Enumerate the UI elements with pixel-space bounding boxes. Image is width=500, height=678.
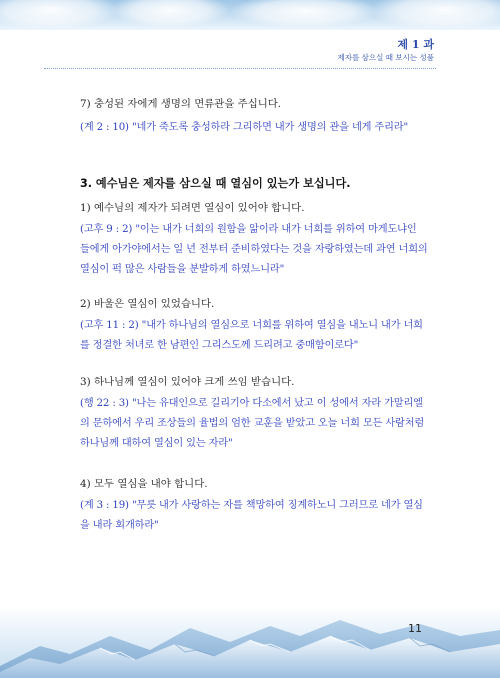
verse-line: 를 정결한 처녀로 한 남편인 그리스도께 드리려고 중매함이로다" <box>80 340 359 351</box>
section-title: 3. 예수님은 제자를 삼으실 때 열심이 있는가 보십니다. <box>80 177 351 190</box>
top-sky-banner <box>0 0 500 30</box>
verse-text <box>80 220 434 280</box>
verse-line: 을 내라 회개하라" <box>80 520 159 531</box>
verse-line: (행 22 : 3) "나는 유대인으로 길리기아 다소에서 났고 이 성에서 자라 가말리엘 <box>80 398 423 409</box>
verse-line: 들에게 아가야에서는 일 년 전부터 준비하였다는 것을 자랑하였는데 과연 너희의 <box>80 244 428 255</box>
verse-line: (계 3 : 19) "무릇 내가 사랑하는 자를 책망하여 징계하노니 그러므로 네가 열심 <box>80 500 423 511</box>
point-1 <box>80 200 434 280</box>
section-3 <box>80 176 434 192</box>
point-title: 1) 예수님의 제자가 되려면 열심이 있어야 합니다. <box>80 202 305 214</box>
verse-text <box>80 118 434 138</box>
mountain-illustration <box>0 606 500 678</box>
verse-line: 열심이 퍽 많은 사람들을 분발하게 하였느니라" <box>80 264 285 275</box>
point-4 <box>80 476 434 536</box>
verse-line: (계 2 : 10) "네가 죽도록 충성하라 그리하면 내가 생명의 관을 네게 주리라" <box>80 122 409 133</box>
verse-line: (고후 9 : 2) "이는 내가 너희의 원함을 앎이라 내가 너희를 위하여 마게도냐인 <box>80 224 417 235</box>
chapter-label: 제 1 과 <box>397 38 434 51</box>
point-2 <box>80 296 434 356</box>
verse-line: (고후 11 : 2) "내가 하나님의 열심으로 너희를 위하여 열심을 내노니 내가 너희 <box>80 320 423 331</box>
verse-text <box>80 394 434 454</box>
point-title: 3) 하나님께 열심이 있어야 크게 쓰임 받습니다. <box>80 376 295 388</box>
chapter-header <box>338 38 434 63</box>
point-3 <box>80 374 434 454</box>
verse-text <box>80 496 434 536</box>
bottom-mountain-banner <box>0 606 500 678</box>
verse-line: 의 문하에서 우리 조상들의 율법의 엄한 교훈을 받았고 오늘 너희 모든 사람처럼 <box>80 418 425 429</box>
header-divider <box>44 68 436 69</box>
item-7 <box>80 96 434 138</box>
point-title: 4) 모두 열심을 내야 합니다. <box>80 478 208 490</box>
item-title: 7) 충성된 자에게 생명의 면류관을 주십니다. <box>80 98 282 110</box>
page-number: 11 <box>408 622 422 635</box>
chapter-subtitle: 제자를 삼으실 때 보시는 성품 <box>337 53 434 62</box>
verse-line: 하나님께 대하여 열심이 있는 자라" <box>80 438 233 449</box>
point-title: 2) 바울은 열심이 있었습니다. <box>80 298 215 310</box>
verse-text <box>80 316 434 356</box>
